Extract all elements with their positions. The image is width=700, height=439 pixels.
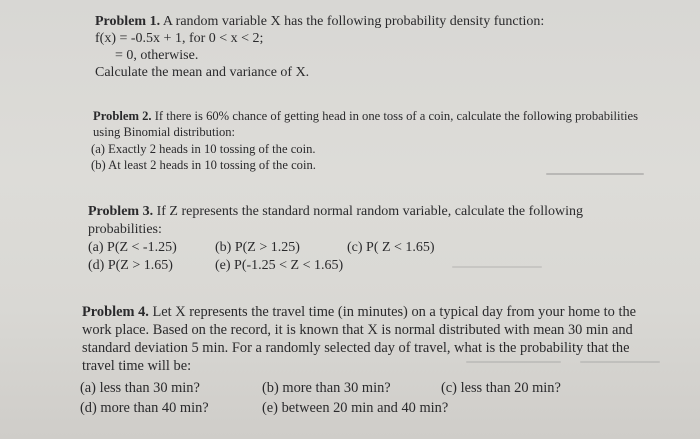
problem-4-part-c: (c) less than 20 min? xyxy=(441,380,561,396)
problem-3-part-e: (e) P(-1.25 < Z < 1.65) xyxy=(215,258,344,273)
problem-1-intro xyxy=(95,14,544,30)
problem-1-task: Calculate the mean and variance of X. xyxy=(95,65,310,80)
problem-1-otherwise: = 0, otherwise. xyxy=(115,48,199,63)
problem-1-statement: A random variable X has the following probability density function: xyxy=(162,14,545,29)
problem-3-statement: If Z represents the standard normal random variable, calculate the following xyxy=(156,204,584,219)
problem-4-statement-4: travel time will be: xyxy=(82,358,192,374)
problem-2-part-a: (a) Exactly 2 heads in 10 tossing of the coin. xyxy=(91,142,316,156)
print-smudge xyxy=(546,173,644,175)
problem-4-part-e: (e) between 20 min and 40 min? xyxy=(262,400,449,416)
problem-2-title: Problem 2. xyxy=(93,109,152,123)
print-smudge xyxy=(452,266,542,268)
problem-3-part-a: (a) P(Z < -1.25) xyxy=(88,240,177,255)
problem-3-part-b: (b) P(Z > 1.25) xyxy=(215,240,300,255)
problem-4-statement: Let X represents the travel time (in minutes) on a typical day from your home to the xyxy=(152,304,637,320)
problem-4-part-b: (b) more than 30 min? xyxy=(262,380,391,396)
problem-3-intro xyxy=(88,204,583,220)
problem-3-title: Problem 3. xyxy=(88,204,154,219)
problem-2-statement-cont: using Binomial distribution: xyxy=(93,125,236,139)
problem-2-part-b: (b) At least 2 heads in 10 tossing of the coin. xyxy=(91,158,316,172)
problem-4-part-a: (a) less than 30 min? xyxy=(80,380,200,396)
problem-4-part-d: (d) more than 40 min? xyxy=(80,400,209,416)
problem-4-title: Problem 4. xyxy=(82,304,149,320)
problem-1-pdf: f(x) = -0.5x + 1, for 0 < x < 2; xyxy=(95,31,264,46)
problem-3-statement-cont: probabilities: xyxy=(88,222,162,237)
problem-3-part-d: (d) P(Z > 1.65) xyxy=(88,258,173,273)
problem-4-statement-2: work place. Based on the record, it is known that X is normal distributed with mean 30 min and xyxy=(82,322,633,338)
problem-2-intro xyxy=(93,108,638,124)
problem-3-part-c: (c) P( Z < 1.65) xyxy=(347,240,435,255)
problem-2-statement: If there is 60% chance of getting head in one toss of a coin, calculate the following probabilities xyxy=(154,109,638,123)
print-smudge xyxy=(466,361,561,363)
print-smudge xyxy=(580,361,660,363)
problem-4-intro xyxy=(82,304,636,320)
problem-4-statement-3: standard deviation 5 min. For a randomly selected day of travel, what is the probability that the xyxy=(82,340,630,356)
problem-1-title: Problem 1. xyxy=(95,14,161,29)
